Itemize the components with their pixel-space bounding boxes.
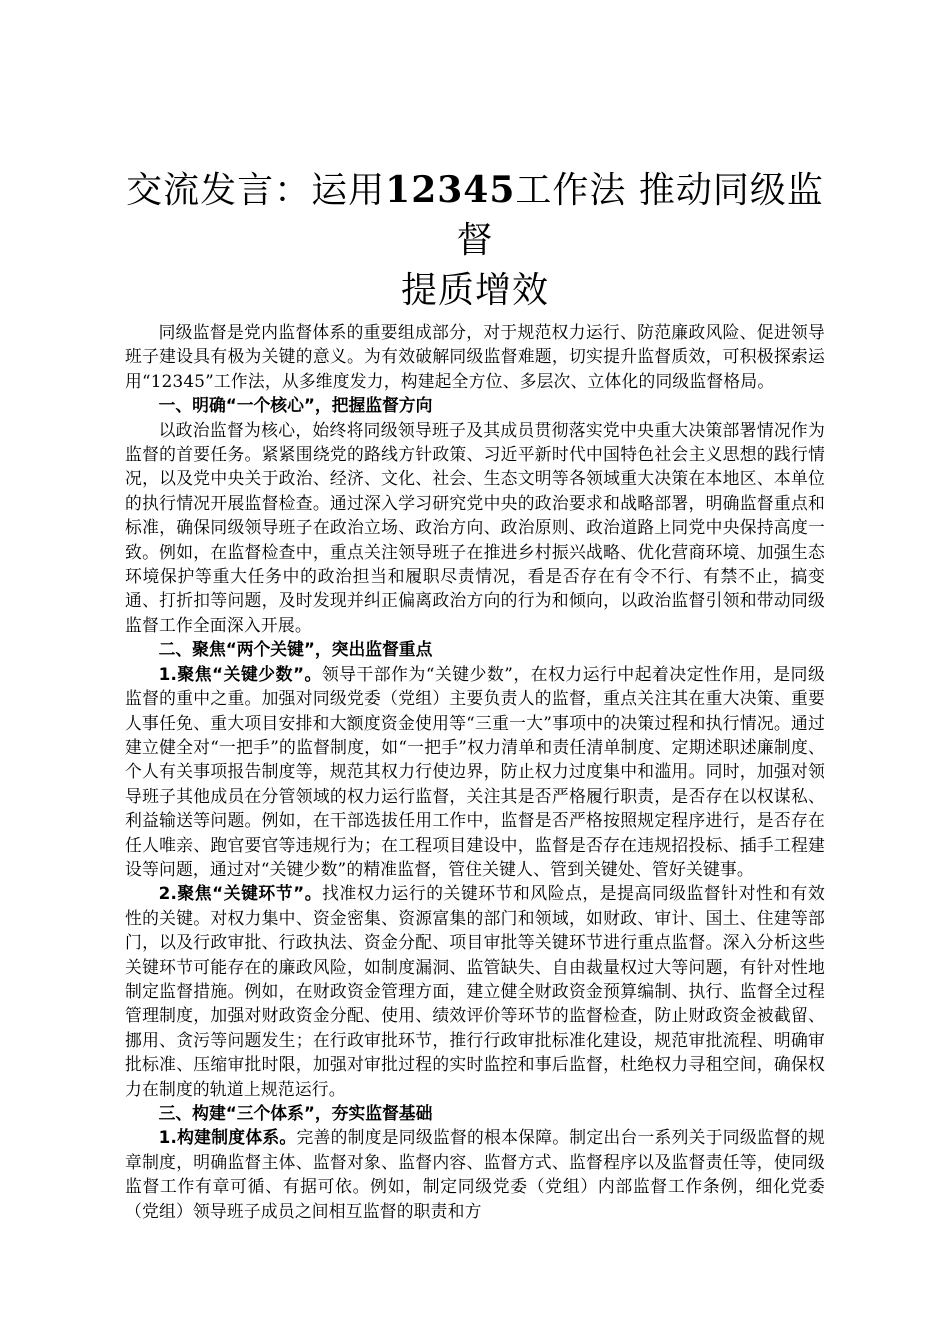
document-page	[125, 165, 825, 1223]
section2-item2-body: 找准权力运行的关键环节和风险点，是提高同级监督针对性和有效性的关键。对权力集中、资金密集、资源富集的部门和领域，如财政、审计、国土、住建等部门，以及行政审批、行政执法、资金分配、项目审批等关键环节进行重点监督。深入分析这些关键环节可能存在的廉政风险，如制度漏洞、监管缺失、自由裁量权过大等问题，有针对性地制定监督措施。例如，在财政资金管理方面，建立健全财政资金预算编制、执行、监督全过程管理制度，加强对财政资金分配、使用、绩效评价等环节的监督检查，防止财政资金被截留、挪用、贪污等问题发生；在行政审批环节，推行行政审批标准化建设，规范审批流程、明确审批标准、压缩审批时限，加强对审批过程的实时监控和事后监督，杜绝权力寻租空间，确保权力在制度的轨道上规范运行。	[125, 883, 825, 1099]
section3-heading: 三、构建“三个体系”，夯实监督基础	[158, 1103, 433, 1123]
section1-heading: 一、明确“一个核心”，把握监督方向	[158, 395, 433, 416]
section3-item1-body: 完善的制度是同级监督的根本保障。制定出台一系列关于同级监督的规章制度，明确监督主体、监督对象、监督内容、监督方式、监督程序以及监督责任等，使同级监督工作有章可循、有据可依。例如，制定同级党委（党组）内部监督工作条例，细化党委（党组）领导班子成员之间相互监督的职责和方	[125, 1127, 826, 1221]
section2-item1-paragraph	[125, 662, 825, 882]
document-title	[125, 165, 825, 316]
title-number: 12345	[385, 169, 516, 211]
section2-heading: 二、聚焦“两个关键”，突出监督重点	[158, 639, 433, 660]
title-line2: 提质增效	[400, 270, 549, 311]
section3-item1-paragraph	[125, 1125, 825, 1223]
intro-paragraph: 同级监督是党内监督体系的重要组成部分，对于规范权力运行、防范廉政风险、促进领导班子建设具有极为关键的意义。为有效破解同级监督难题，切实提升监督质效，可积极探索运用“12345”工作法，从多维度发力，构建起全方位、多层次、立体化的同级监督格局。	[125, 322, 825, 391]
section2-item1-body: 领导干部作为“关键少数”，在权力运行中起着决定性作用，是同级监督的重中之重。加强对同级党委（党组）主要负责人的监督，重点关注其在重大决策、重要人事任免、重大项目安排和大额度资金使用等“三重一大”事项中的决策过程和执行情况。通过建立健全对“一把手”的监督制度，如“一把手”权力清单和责任清单制度、定期述职述廉制度、个人有关事项报告制度等，规范其权力行使边界，防止权力过度集中和滥用。同时，加强对领导班子其他成员在分管领域的权力运行监督，关注其是否严格履行职责，是否存在以权谋私、利益输送等问题。例如，在干部选拔任用工作中，监督是否严格按照规定程序进行，是否存在任人唯亲、跑官要官等违规行为；在工程项目建设中，监督是否存在违规招投标、插手工程建设等问题，通过对“关键少数”的精准监督，管住关键人、管到关键处、管好关键事。	[125, 663, 825, 879]
section2-item1-lead: 1.聚焦“关键少数”。	[158, 663, 322, 684]
section3-item1-lead: 1.构建制度体系。	[158, 1127, 297, 1148]
section1-paragraph: 以政治监督为核心，始终将同级领导班子及其成员贯彻落实党中央重大决策部署情况作为监督的首要任务。紧紧围绕党的路线方针政策、习近平新时代中国特色社会主义思想的践行情况，以及党中央关于政治、经济、文化、社会、生态文明等各领域重大决策在本地区、本单位的执行情况开展监督检查。通过深入学习研究党中央的政治要求和战略部署，明确监督重点和标准，确保同级领导班子在政治立场、政治方向、政治原则、政治道路上同党中央保持高度一致。例如，在监督检查中，重点关注领导班子在推进乡村振兴战略、优化营商环境、加强生态环境保护等重大任务中的政治担当和履职尽责情况，看是否存在有令不行、有禁不止，搞变通、打折扣等问题，及时发现并纠正偏离政治方向的行为和倾向，以政治监督引领和带动同级监督工作全面深入开展。	[125, 419, 825, 635]
section2-item2-paragraph	[125, 881, 825, 1101]
title-line1: 交流发言：运用12345工作法 推动同级监督	[126, 169, 824, 261]
section2-item2-lead: 2.聚焦“关键环节”。	[158, 883, 323, 904]
